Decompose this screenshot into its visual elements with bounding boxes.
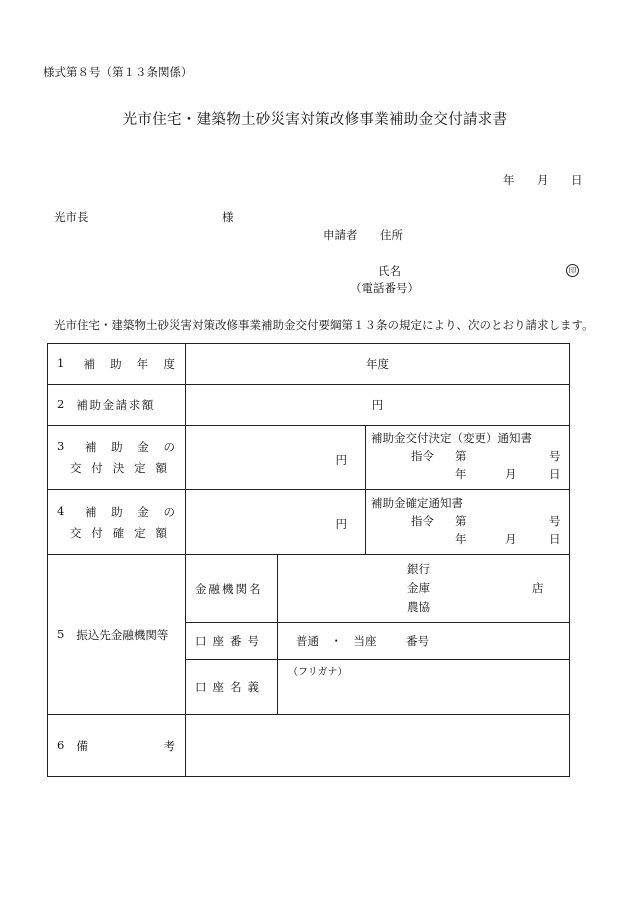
date-day-label: 日 bbox=[571, 173, 583, 187]
row3-char: 補 bbox=[84, 440, 97, 454]
grant-confirmed-notice[interactable] bbox=[366, 490, 570, 555]
row-grant-decision-amount bbox=[48, 426, 570, 490]
row4-char: 金 bbox=[137, 504, 149, 519]
yen-unit: 円 bbox=[371, 398, 384, 412]
row3-char: 金 bbox=[137, 440, 149, 454]
order-label: 指令 bbox=[411, 449, 434, 463]
row3-label bbox=[48, 426, 186, 490]
addressee-mayor: 光市長 bbox=[54, 210, 89, 224]
row4-char: の bbox=[163, 504, 175, 519]
notice-title: 補助金確定通知書 bbox=[371, 496, 463, 510]
date-year-label: 年 bbox=[503, 173, 515, 187]
row3-char: 決 bbox=[112, 461, 125, 475]
row6-label bbox=[48, 715, 186, 777]
row4-char: 交 bbox=[70, 525, 82, 540]
yen-unit: 円 bbox=[335, 453, 347, 467]
row3-char: 付 bbox=[91, 461, 103, 475]
furigana-label: （フリガナ） bbox=[288, 667, 348, 678]
row6-char: 考 bbox=[163, 738, 175, 753]
branch-label: 店 bbox=[532, 581, 544, 595]
account-holder-label-cell bbox=[186, 660, 278, 715]
row-grant-confirmed-amount bbox=[48, 490, 570, 555]
row3-char: の bbox=[163, 440, 175, 454]
row3-char: 助 bbox=[111, 440, 123, 454]
account-type-options: 普通 ・ 当座 bbox=[296, 634, 377, 648]
addressee-suffix: 様 bbox=[222, 210, 234, 224]
name-label: 氏名 bbox=[378, 264, 401, 278]
account-number-field[interactable] bbox=[278, 623, 570, 660]
number-suffix: 号 bbox=[549, 514, 561, 528]
order-label: 指令 bbox=[411, 514, 434, 528]
address-label: 住所 bbox=[380, 228, 403, 242]
row1-char: 助 bbox=[110, 357, 122, 371]
row5-number: 5 bbox=[57, 626, 65, 641]
seal-mark bbox=[566, 262, 579, 277]
applicant-label: 申請者 bbox=[323, 228, 358, 242]
bank-option: 銀行 bbox=[407, 562, 430, 576]
row-request-amount bbox=[48, 385, 570, 426]
row2-text: 補助金請求額 bbox=[76, 398, 155, 412]
account-number-label-cell bbox=[186, 623, 278, 660]
account-holder-label: 口座名義 bbox=[195, 680, 265, 694]
nokyo-option: 農協 bbox=[407, 600, 430, 614]
row4-char: 定 bbox=[134, 525, 146, 540]
row6-number: 6 bbox=[57, 737, 65, 752]
number-suffix: 号 bbox=[549, 449, 561, 463]
row1-number: 1 bbox=[57, 356, 65, 370]
request-statement: 光市住宅・建築物土砂災害対策改修事業補助金交付要綱第１３条の規定により、次のとおり請求します。 bbox=[54, 318, 594, 332]
row-bank-name bbox=[48, 555, 570, 623]
account-number-label: 口座番号 bbox=[195, 634, 265, 648]
row1-char: 年 bbox=[136, 357, 149, 371]
year-label: 年 bbox=[455, 532, 467, 546]
row3-char: 額 bbox=[155, 461, 167, 475]
row2-number: 2 bbox=[57, 397, 65, 411]
phone-label: （電話番号） bbox=[350, 281, 419, 295]
row5-text: 振込先金融機関等 bbox=[76, 627, 169, 642]
row4-char: 助 bbox=[111, 504, 123, 519]
form-number: 様式第８号（第１３条関係） bbox=[43, 65, 193, 79]
yen-unit: 円 bbox=[335, 517, 347, 531]
row-remarks bbox=[48, 715, 570, 777]
day-label: 日 bbox=[549, 532, 561, 546]
row4-number: 4 bbox=[57, 503, 65, 518]
year-unit: 年度 bbox=[366, 357, 389, 371]
document-title: 光市住宅・建築物土砂災害対策改修事業補助金交付請求書 bbox=[122, 112, 508, 128]
row1-label bbox=[48, 344, 186, 385]
row1-char: 度 bbox=[163, 357, 175, 371]
day-label: 日 bbox=[549, 467, 561, 481]
grant-confirmed-amount-field[interactable] bbox=[186, 490, 366, 555]
month-label: 月 bbox=[505, 532, 517, 546]
remarks-field[interactable] bbox=[186, 715, 570, 777]
notice-title: 補助金交付決定（変更）通知書 bbox=[371, 431, 532, 445]
request-table bbox=[47, 343, 570, 777]
row-subsidy-year bbox=[48, 344, 570, 385]
row5-label bbox=[48, 555, 186, 715]
grant-decision-amount-field[interactable] bbox=[186, 426, 366, 490]
bank-name-field[interactable] bbox=[278, 555, 570, 623]
number-prefix: 第 bbox=[455, 514, 467, 528]
row3-char: 交 bbox=[70, 461, 82, 475]
row4-label bbox=[48, 490, 186, 555]
row4-char: 額 bbox=[155, 525, 167, 540]
grant-decision-notice[interactable] bbox=[366, 426, 570, 490]
seal-icon: 印 bbox=[566, 264, 579, 277]
row4-char: 補 bbox=[84, 504, 97, 519]
account-holder-field[interactable] bbox=[278, 660, 570, 715]
row3-number: 3 bbox=[57, 439, 65, 453]
bank-name-label: 金融機関名 bbox=[195, 581, 263, 596]
row2-label bbox=[48, 385, 186, 426]
row6-char: 備 bbox=[76, 738, 88, 753]
number-label: 番号 bbox=[406, 634, 430, 648]
bank-name-label-cell bbox=[186, 555, 278, 623]
month-label: 月 bbox=[505, 467, 517, 481]
row4-char: 付 bbox=[91, 525, 103, 540]
row1-char: 補 bbox=[83, 357, 95, 371]
row4-char: 確 bbox=[112, 525, 125, 540]
request-amount-field[interactable] bbox=[186, 385, 570, 426]
row3-char: 定 bbox=[134, 461, 146, 475]
year-label: 年 bbox=[455, 467, 467, 481]
shinkin-option: 金庫 bbox=[407, 581, 430, 595]
subsidy-year-field[interactable] bbox=[186, 344, 570, 385]
number-prefix: 第 bbox=[455, 449, 467, 463]
date-month-label: 月 bbox=[537, 173, 549, 187]
